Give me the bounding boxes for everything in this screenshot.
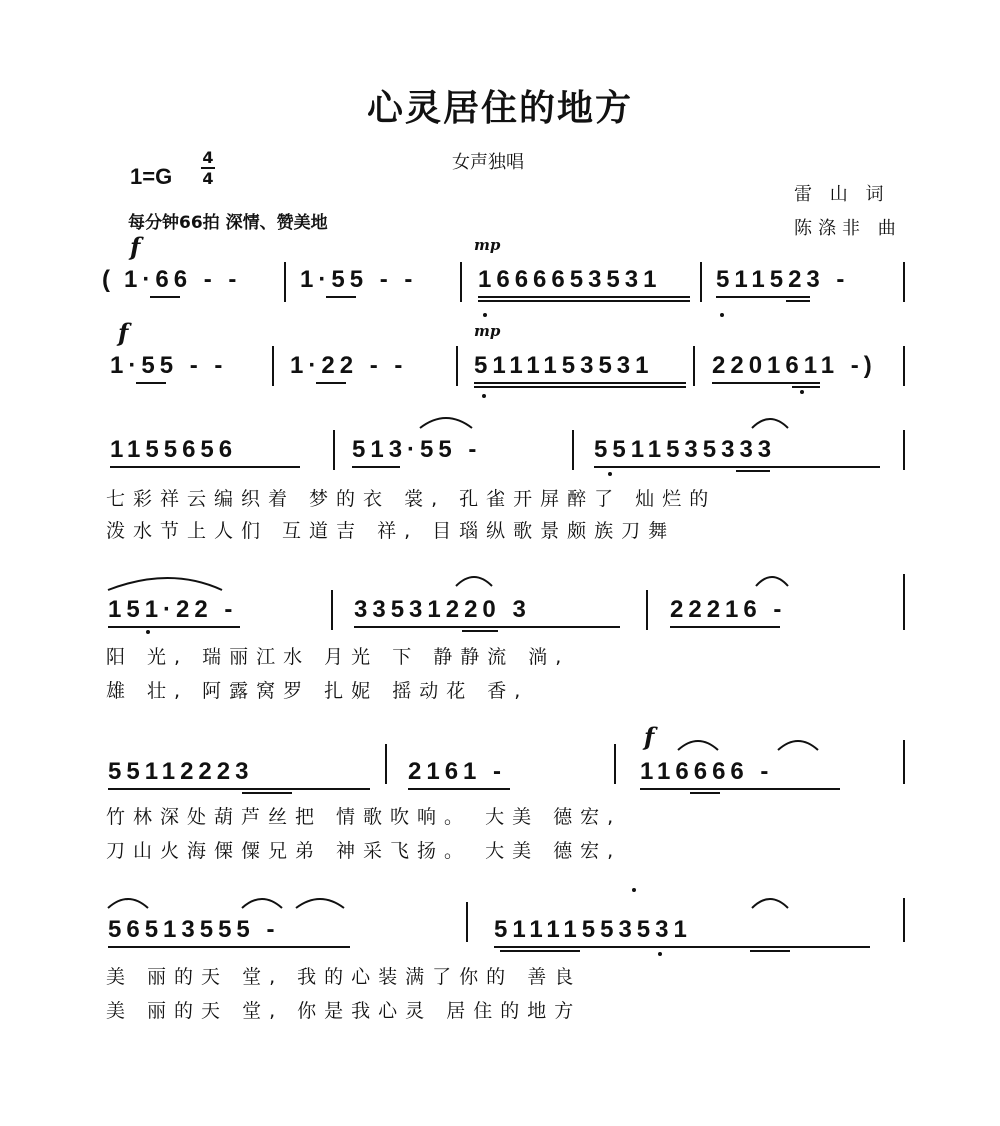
measure: 5511535333 [594,436,777,463]
measure: 1·55 - - [300,266,418,293]
measure: 22216 - [670,596,787,623]
time-signature-bottom: 4 [202,169,214,188]
measure: 1155656 [110,436,238,463]
measure: 2201611 -) [712,352,877,379]
time-signature-top: 4 [202,148,214,167]
measure: 5111153531 [474,352,654,379]
lyric-line: 刀山火海傈僳兄弟 神采飞扬。 大美 德宏, [106,840,622,862]
dynamic-forte: f [644,722,655,751]
measure: 1·66 - - [124,266,242,293]
subtitle: 女声独唱 [452,152,524,173]
measure: 116666 - [640,758,774,785]
lyric-line: 美 丽的天 堂, 你是我心灵 居住的地方 [106,1000,582,1022]
measure: 513·55 - [352,436,482,463]
measure: 511523 - [716,266,850,293]
measure: 2161 - [408,758,507,785]
measure: 55112223 [108,758,254,785]
song-title: 心灵居住的地方 [366,88,633,129]
measure: 33531220 3 [354,596,531,623]
open-parenthesis: ( [102,266,115,293]
key-signature: 1=G [130,164,173,189]
measure: 56513555 - [108,916,280,943]
dynamic-forte: f [118,318,129,347]
dynamic-mezzo-piano: mp [474,322,501,340]
lyric-line: 竹林深处葫芦丝把 情歌吹响。 大美 德宏, [106,806,622,828]
measure: 1·55 - - [110,352,228,379]
dynamic-forte: f [130,232,141,261]
composer-credit: 陈涤非 曲 [794,218,902,239]
measure: 51111553531 [494,916,692,943]
lyric-line: 美 丽的天 堂, 我的心装满了你的 善良 [106,966,582,988]
lyric-line: 阳 光, 瑞丽江水 月光 下 静静流 淌, [106,646,570,668]
lyric-line: 雄 壮, 阿露窝罗 扎妮 摇动花 香, [106,680,529,702]
dynamic-mezzo-piano: mp [474,236,501,254]
measure: 1666653531 [478,266,662,293]
lyric-line: 泼水节上人们 互道吉 祥, 目瑙纵歌景颇族刀舞 [106,520,676,542]
lyricist-credit: 雷 山 词 [794,184,890,205]
measure: 1·22 - - [290,352,408,379]
measure: 151·22 - [108,596,238,623]
tempo-marking: 每分钟66拍 深情、赞美地 [128,213,328,233]
lyric-line: 七彩祥云编织着 梦的衣 裳, 孔雀开屏醉了 灿烂的 [106,488,717,510]
